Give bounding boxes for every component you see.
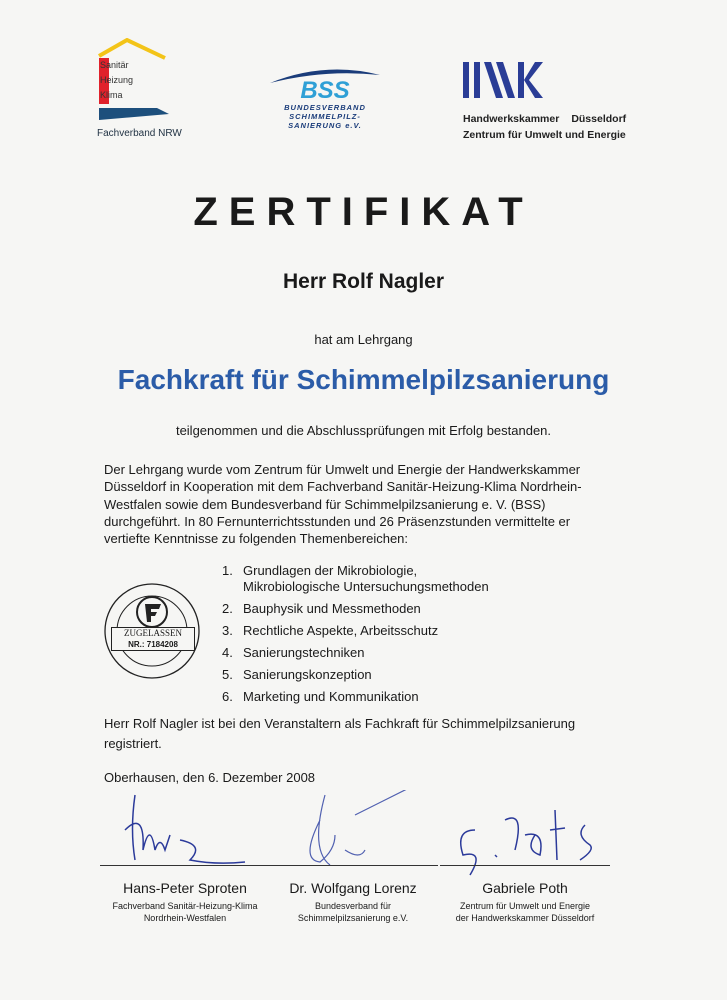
bss-line-2: SCHIMMELPILZ- xyxy=(289,112,361,121)
bss-line-3: SANIERUNG e.V. xyxy=(288,121,362,130)
zfu-seal xyxy=(103,582,201,680)
topic-item xyxy=(222,689,489,705)
hwk-name: Handwerkskammer xyxy=(463,113,560,125)
topic-item xyxy=(222,563,489,595)
shk-line-2: Heizung xyxy=(100,75,134,85)
recipient-name: Herr Rolf Nagler xyxy=(282,270,445,293)
signature-poth xyxy=(440,865,610,924)
certificate-title: ZERTIFIKAT xyxy=(193,190,534,234)
topic-text-2: Mikrobiologische Untersuchungsmethoden xyxy=(243,579,489,594)
signatory-org-2: Nordrhein-Westfalen xyxy=(143,913,227,923)
intro-text: hat am Lehrgang xyxy=(314,332,413,347)
course-title: Fachkraft für Schimmelpilzsanierung xyxy=(117,364,610,395)
signature-sproten xyxy=(100,865,270,924)
bss-line-1: BUNDESVERBAND xyxy=(284,103,366,112)
topic-number: 2. xyxy=(222,601,233,616)
topic-item xyxy=(222,601,489,617)
topic-text: Sanierungskonzeption xyxy=(243,667,372,682)
bss-mark: BSS xyxy=(300,77,350,104)
topic-text: Grundlagen der Mikrobiologie, xyxy=(243,563,418,578)
signatory-org-2: Schimmelpilzsanierung e.V. xyxy=(297,913,409,923)
topic-item xyxy=(222,623,489,639)
bss-logo xyxy=(265,65,385,145)
signatory-org: Bundesverband für xyxy=(314,901,392,911)
registration-text: Herr Rolf Nagler ist bei den Veranstaltern als Fachkraft für Schimmelpilzsanierung registriert. xyxy=(104,716,576,751)
topic-number: 6. xyxy=(222,689,233,704)
seal-number: NR.: 7184208 xyxy=(128,640,178,649)
topic-text: Rechtliche Aspekte, Arbeitsschutz xyxy=(243,623,439,638)
shk-line-3: Klima xyxy=(100,90,123,100)
topic-number: 4. xyxy=(222,645,233,660)
topic-number: 3. xyxy=(222,623,233,638)
shk-logo xyxy=(97,38,187,148)
signatory-org: Fachverband Sanitär-Heizung-Klima xyxy=(112,901,258,911)
topic-number: 1. xyxy=(222,563,233,578)
date-place: Oberhausen, den 6. Dezember 2008 xyxy=(104,770,316,785)
seal-label: ZUGELASSEN xyxy=(124,628,182,638)
description-paragraph: Der Lehrgang wurde vom Zentrum für Umwelt und Energie der Handwerkskammer Düsseldorf in Kooperation mit dem Fachverband Sanitär-Heizung-Klima Nordrhein-Westfalen sowie dem Bundesverband für Schimmelpilzsanierung e. V. (BSS) durchgeführt. In 80 Fernunterrichtsstunden und 26 Präsenzstunden vermittelte er vertiefte Kenntnisse zu folgenden Themenbereichen: xyxy=(104,462,582,547)
topic-text: Bauphysik und Messmethoden xyxy=(243,601,421,616)
shk-line-1: Sanitär xyxy=(100,60,129,70)
signatory-org-2: der Handwerkskammer Düsseldorf xyxy=(455,913,595,923)
passed-text: teilgenommen und die Abschlussprüfungen mit Erfolg bestanden. xyxy=(175,423,552,438)
topic-list xyxy=(222,563,489,711)
hwk-city: Düsseldorf xyxy=(571,113,627,125)
signatory-name: Hans-Peter Sproten xyxy=(123,880,247,896)
hwk-mark xyxy=(463,60,553,100)
signature-lorenz xyxy=(268,865,438,924)
shk-caption: Fachverband NRW xyxy=(97,128,182,139)
topic-text: Sanierungstechniken xyxy=(243,645,365,660)
signatory-name: Gabriele Poth xyxy=(482,880,568,896)
topic-item xyxy=(222,645,489,661)
topic-item xyxy=(222,667,489,683)
topic-number: 5. xyxy=(222,667,233,682)
signatory-org: Zentrum für Umwelt und Energie xyxy=(459,901,591,911)
signatory-name: Dr. Wolfgang Lorenz xyxy=(289,880,417,896)
topic-text: Marketing und Kommunikation xyxy=(243,689,419,704)
hwk-center: Zentrum für Umwelt und Energie xyxy=(463,129,626,141)
hwk-logo xyxy=(463,60,643,141)
